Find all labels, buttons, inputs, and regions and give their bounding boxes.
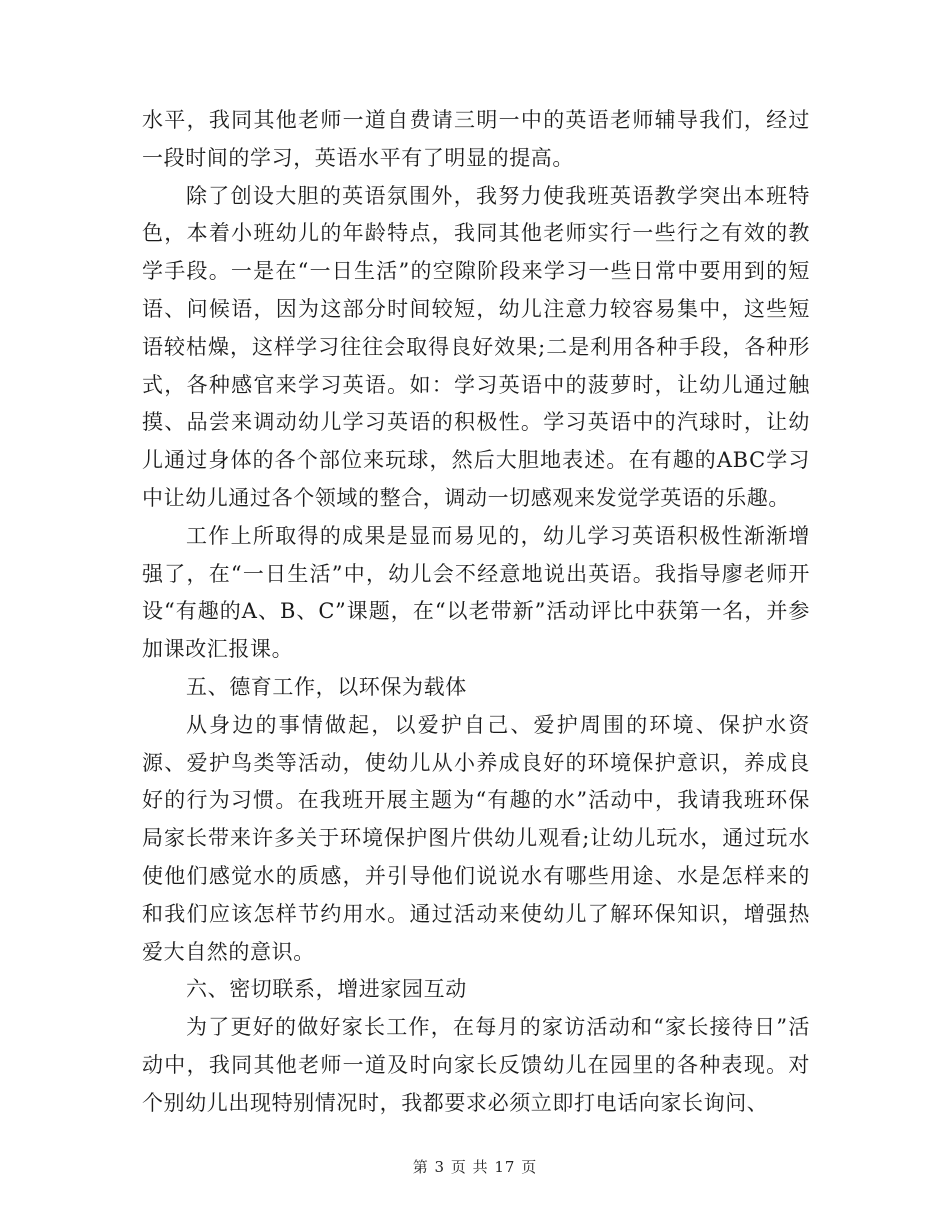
paragraph-1: 水平，我同其他老师一道自费请三明一中的英语老师辅导我们，经过一段时间的学习，英语水平有了明显的提高。	[142, 108, 810, 170]
section-heading-moral-education: 五、德育工作，以环保为载体	[186, 674, 467, 699]
section-heading-home-school: 六、密切联系，增进家园互动	[186, 977, 467, 1002]
document-body	[142, 102, 810, 1123]
page-number-footer: 第 3 页 共 17 页	[412, 1158, 538, 1176]
paragraph-5: 为了更好的做好家长工作，在每月的家访活动和“家长接待日”活动中，我同其他老师一道及时向家长反馈幼儿在园里的各种表现。对个别幼儿出现特别情况时，我都要求必须立即打电话向家长询问、	[142, 1015, 810, 1115]
paragraph-3: 工作上所取得的成果是显而易见的，幼儿学习英语积极性渐渐增强了，在“一日生活”中，幼儿会不经意地说出英语。我指导廖老师开设“有趣的A、B、C”课题，在“以老带新”活动评比中获第一名，并参加课改汇报课。	[142, 523, 810, 662]
paragraph-4: 从身边的事情做起，以爱护自己、爱护周围的环境、保护水资源、爱护鸟类等活动，使幼儿从小养成良好的环境保护意识，养成良好的行为习惯。在我班开展主题为“有趣的水”活动中，我请我班环保局家长带来许多关于环境保护图片供幼儿观看;让幼儿玩水，通过玩水使他们感觉水的质感，并引导他们说说水有哪些用途、水是怎样来的和我们应该怎样节约用水。通过活动来使幼儿了解环保知识，增强热爱大自然的意识。	[142, 712, 810, 964]
paragraph-2: 除了创设大胆的英语氛围外，我努力使我班英语教学突出本班特色，本着小班幼儿的年龄特点，我同其他老师实行一些行之有效的教学手段。一是在“一日生活”的空隙阶段来学习一些日常中要用到的短语、问候语，因为这部分时间较短，幼儿注意力较容易集中，这些短语较枯燥，这样学习往往会取得良好效果;二是利用各种手段，各种形式，各种感官来学习英语。如：学习英语中的菠萝时，让幼儿通过触摸、品尝来调动幼儿学习英语的积极性。学习英语中的汽球时，让幼儿通过身体的各个部位来玩球，然后大胆地表述。在有趣的ABC学习中让幼儿通过各个领域的整合，调动一切感观来发觉学英语的乐趣。	[142, 183, 810, 510]
